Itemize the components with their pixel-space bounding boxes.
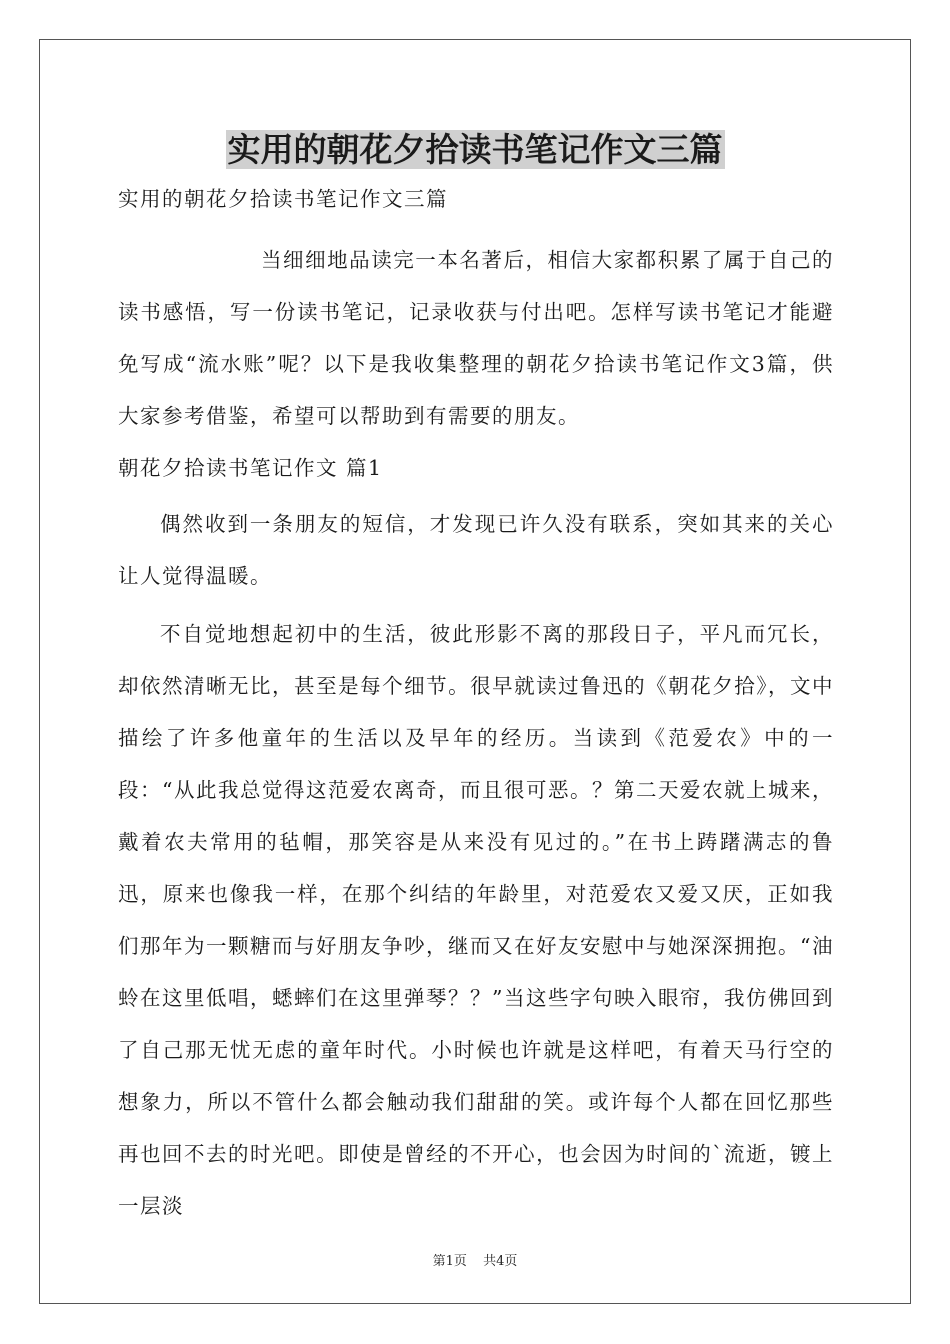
body-paragraph: 偶然收到一条朋友的短信，才发现已许久没有联系，突如其来的关心让人觉得温暖。	[118, 512, 834, 588]
document-title-text: 实用的朝花夕拾读书笔记作文三篇	[227, 130, 723, 169]
document-subtitle: 实用的朝花夕拾读书笔记作文三篇	[118, 187, 448, 211]
page-total: 共4页	[483, 1254, 518, 1269]
document-body	[118, 181, 834, 1232]
page-number: 第1页	[432, 1254, 467, 1269]
document-title	[0, 124, 950, 176]
page-footer	[0, 1250, 950, 1269]
body-paragraph: 不自觉地想起初中的生活，彼此形影不离的那段日子，平凡而冗长，却依然清晰无比，甚至是每个细节。很早就读过鲁迅的《朝花夕拾》，文中描绘了许多他童年的生活以及早年的经历。当读到《范爱农》中的一段：“从此我总觉得这范爱农离奇，而且很可恶。？第二天爱农就上城来，戴着农夫常用的毡帽，那笑容是从来没有见过的。”在书上踌躇满志的鲁迅，原来也像我一样，在那个纠结的年龄里，对范爱农又爱又厌，正如我们那年为一颗糖而与好朋友争吵，继而又在好友安慰中与她深深拥抱。“油蛉在这里低唱，蟋蟀们在这里弹琴？？”当这些字句映入眼帘，我仿佛回到了自己那无忧无虑的童年时代。小时候也许就是这样吧，有着天马行空的想象力，所以不管什么都会触动我们甜甜的笑。或许每个人都在回忆那些再也回不去的时光吧。即使是曾经的不开心，也会因为时间的`流逝，镀上一层淡	[118, 622, 834, 1218]
section-heading: 朝花夕拾读书笔记作文 篇1	[118, 456, 383, 480]
intro-paragraph: 当细细地品读完一本名著后，相信大家都积累了属于自己的读书感悟，写一份读书笔记，记录收获与付出吧。怎样写读书笔记才能避免写成“流水账”呢？以下是我收集整理的朝花夕拾读书笔记作文3篇，供大家参考借鉴，希望可以帮助到有需要的朋友。	[118, 248, 834, 428]
